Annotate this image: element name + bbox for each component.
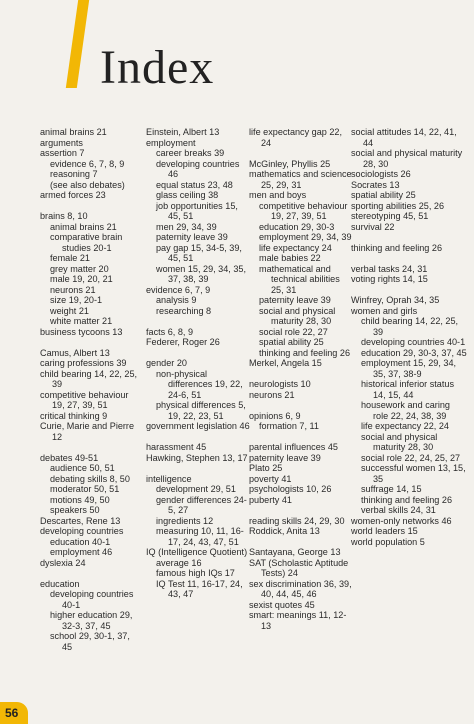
index-subentry: developing countries 40-1	[50, 589, 134, 610]
index-entry: intelligence	[146, 473, 192, 484]
index-subentry: gender differences 24-5, 27	[156, 494, 247, 515]
index-entry: neurons 21	[249, 389, 295, 400]
index-entry: Einstein, Albert 13	[146, 127, 220, 137]
index-entry: IQ (Intelligence Quotient)	[146, 547, 248, 557]
index-entry: smart: meanings 11, 12-13	[249, 610, 347, 631]
index-subentry: paternity leave 39	[259, 295, 331, 305]
index-entry: arguments	[40, 137, 83, 148]
index-entry: business tycoons 13	[40, 326, 123, 337]
index-entry: employment	[146, 137, 196, 148]
index-entry: sociologists 26	[351, 169, 411, 179]
index-subentry: social role 22, 27	[259, 326, 328, 337]
index-subentry: social role 22, 24, 25, 27	[361, 452, 461, 463]
index-subentry: male babies 22	[259, 253, 321, 263]
index-subentry: mathematical and technical abilities 25, 31	[259, 263, 340, 295]
index-subentry: thinking and feeling 26	[259, 347, 351, 358]
index-entry: assertion 7	[40, 148, 85, 158]
index-entry: Camus, Albert 13	[40, 347, 110, 358]
index-subentry: employment 15, 29, 34, 35, 37, 38-9	[361, 358, 457, 379]
index-columns	[40, 127, 470, 687]
index-entry: opinions 6, 9	[249, 410, 301, 421]
index-subentry: ingredients 12	[156, 515, 214, 526]
index-column-4	[351, 127, 467, 547]
index-entry: thinking and feeling 26	[351, 242, 443, 253]
index-entry: Merkel, Angela 15	[249, 358, 322, 368]
index-subentry: researching 8	[156, 305, 212, 316]
index-entry: critical thinking 9	[40, 410, 108, 421]
index-subentry: average 16	[156, 557, 202, 568]
index-entry: evidence 6, 7, 9	[146, 284, 211, 295]
index-subentry: housework and caring role 22, 24, 38, 39	[361, 400, 450, 421]
index-subentry: successful women 13, 15, 35	[361, 463, 466, 484]
index-entry: psychologists 10, 26	[249, 484, 332, 494]
index-entry: Curie, Marie and Pierre 12	[40, 421, 135, 442]
index-subentry: job opportunities 15, 45, 51	[156, 200, 238, 221]
index-entry: survival 22	[351, 221, 395, 232]
index-subentry: famous high IQs 17	[156, 568, 235, 578]
page-title: Index	[100, 41, 215, 94]
index-subentry: education 40-1	[50, 536, 111, 547]
index-subentry: competitive behaviour 19, 27, 39, 51	[259, 200, 348, 221]
index-subentry: education 29, 30-3	[259, 221, 335, 232]
index-subentry: men 29, 34, 39	[156, 221, 217, 232]
index-subentry: evidence 6, 7, 8, 9	[50, 158, 125, 169]
index-entry: sex discrimination 36, 39, 40, 44, 45, 46	[249, 578, 352, 599]
index-subentry: social and physical maturity 28, 30	[361, 431, 438, 452]
index-entry: developing countries	[40, 526, 124, 536]
index-subentry: white matter 21	[50, 316, 113, 326]
index-entry: sporting abilities 25, 26	[351, 200, 445, 211]
index-subentry: pay gap 15, 34-5, 39, 45, 51	[156, 242, 242, 263]
index-subentry: female 21	[50, 253, 90, 263]
index-entry: debates 49-51	[40, 452, 99, 463]
index-subentry: moderator 50, 51	[50, 484, 120, 494]
index-entry: armed forces 23	[40, 190, 106, 200]
index-entry: Socrates 13	[351, 179, 400, 190]
index-subentry: non-physical differences 19, 22, 24-6, 51	[156, 368, 243, 400]
index-entry: McGinley, Phyllis 25	[249, 158, 331, 169]
index-subentry: social and physical maturity 28, 30	[259, 305, 336, 326]
index-subentry: debating skills 8, 50	[50, 473, 130, 484]
index-subentry: formation 7, 11	[259, 421, 319, 431]
index-subentry: paternity leave 39	[156, 232, 228, 242]
index-entry: harassment 45	[146, 442, 207, 452]
index-subentry: size 19, 20-1	[50, 295, 103, 305]
index-entry: social and physical maturity 28, 30	[351, 148, 463, 169]
index-entry: SAT (Scholastic Aptitude Tests) 24	[249, 557, 349, 578]
page-number: 56	[5, 706, 19, 720]
index-entry: Plato 25	[249, 463, 283, 473]
index-entry: women-only networks 46	[351, 515, 452, 526]
index-subentry: employment 46	[50, 547, 113, 557]
index-entry: animal brains 21	[40, 127, 107, 137]
index-entry: Hawking, Stephen 13, 17	[146, 452, 248, 463]
index-entry: Roddick, Anita 13	[249, 526, 320, 536]
index-entry: neurologists 10	[249, 379, 311, 389]
index-entry: verbal tasks 24, 31	[351, 263, 428, 274]
index-subentry: animal brains 21	[50, 221, 117, 232]
index-subentry: life expectancy 24	[259, 242, 332, 253]
index-entry: gender 20	[146, 358, 187, 368]
index-entry: Descartes, Rene 13	[40, 515, 121, 526]
index-subentry: developing countries 40-1	[361, 337, 466, 347]
index-subentry: equal status 23, 48	[156, 179, 233, 190]
index-entry: poverty 41	[249, 473, 292, 484]
index-entry: education	[40, 578, 80, 589]
index-subentry: weight 21	[50, 305, 89, 316]
index-subentry: IQ Test 11, 16-17, 24, 43, 47	[156, 578, 243, 599]
index-entry: paternity leave 39	[249, 452, 321, 463]
index-subentry: developing countries 46	[156, 158, 240, 179]
index-subentry: historical inferior status 14, 15, 44	[361, 379, 454, 400]
index-entry: competitive behaviour 19, 27, 39, 51	[40, 389, 129, 410]
index-subentry: neurons 21	[50, 284, 96, 295]
index-subentry: employment 29, 34, 39	[259, 232, 352, 242]
index-entry: facts 6, 8, 9	[146, 326, 194, 337]
index-entry: Federer, Roger 26	[146, 337, 220, 347]
index-subentry: male 19, 20, 21	[50, 274, 113, 284]
index-entry: men and boys	[249, 190, 307, 200]
index-entry: voting rights 14, 15	[351, 274, 428, 284]
index-subentry: career breaks 39	[156, 148, 225, 158]
index-entry: sexist quotes 45	[249, 599, 315, 610]
index-subentry: education 29, 30-3, 37, 45	[361, 347, 467, 358]
index-subentry: development 29, 51	[156, 484, 236, 494]
index-column-3	[249, 127, 353, 631]
index-entry: spatial ability 25	[351, 190, 416, 200]
index-subentry: spatial ability 25	[259, 337, 324, 347]
index-entry: world leaders 15	[351, 526, 418, 536]
index-entry: stereotyping 45, 51	[351, 211, 429, 221]
index-subentry: women 15, 29, 34, 35, 37, 38, 39	[156, 263, 246, 284]
index-subentry: suffrage 14, 15	[361, 484, 422, 494]
index-subentry: reasoning 7	[50, 169, 98, 179]
index-entry: government legislation 46	[146, 421, 250, 431]
index-entry: brains 8, 10	[40, 211, 88, 221]
index-subentry: glass ceiling 38	[156, 190, 219, 200]
index-subentry: motions 49, 50	[50, 494, 110, 505]
index-subentry: measuring 10, 11, 16-17, 24, 43, 47, 51	[156, 526, 244, 547]
index-subentry: verbal skills 24, 31	[361, 505, 436, 515]
index-entry: social attitudes 14, 22, 41, 44	[351, 127, 457, 148]
index-entry: child bearing 14, 22, 25, 39	[40, 368, 138, 389]
index-entry: Winfrey, Oprah 34, 35	[351, 295, 440, 305]
index-entry: reading skills 24, 29, 30	[249, 515, 345, 526]
index-subentry: physical differences 5, 19, 22, 23, 51	[156, 400, 246, 421]
index-column-1	[40, 127, 142, 652]
index-subentry: (see also debates)	[50, 179, 125, 190]
index-subentry: audience 50, 51	[50, 463, 115, 473]
index-entry: world population 5	[351, 536, 425, 547]
index-subentry: comparative brain studies 20-1	[50, 232, 123, 253]
index-column-2	[146, 127, 250, 600]
index-entry: life expectancy gap 22, 24	[249, 127, 343, 148]
index-entry: parental influences 45	[249, 442, 338, 452]
index-entry: women and girls	[351, 305, 418, 316]
index-subentry: higher education 29, 32-3, 37, 45	[50, 610, 133, 631]
index-subentry: school 29, 30-1, 37, 45	[50, 631, 130, 652]
index-entry: caring professions 39	[40, 358, 127, 368]
index-subentry: child bearing 14, 22, 25, 39	[361, 316, 459, 337]
index-subentry: analysis 9	[156, 295, 197, 305]
index-entry: dyslexia 24	[40, 557, 86, 568]
index-subentry: life expectancy 22, 24	[361, 421, 449, 431]
index-entry: puberty 41	[249, 494, 292, 505]
index-subentry: thinking and feeling 26	[361, 494, 453, 505]
index-entry: mathematics and science 25, 29, 31	[249, 169, 352, 190]
accent-bar	[66, 0, 89, 88]
index-subentry: speakers 50	[50, 505, 100, 515]
index-subentry: grey matter 20	[50, 263, 109, 274]
index-entry: Santayana, George 13	[249, 547, 341, 557]
